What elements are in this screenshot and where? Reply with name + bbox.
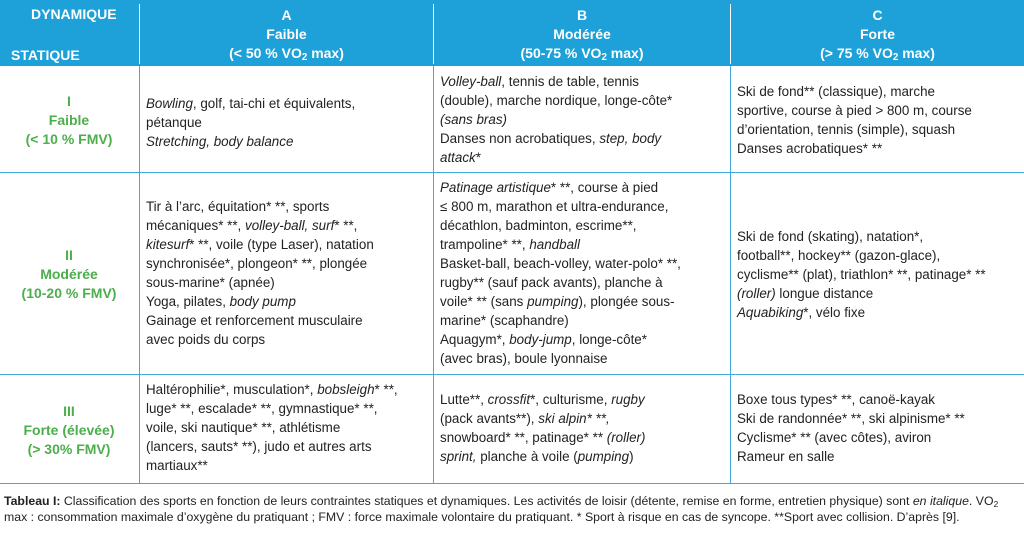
- grid-line: [139, 66, 140, 484]
- cell-i-a: Bowling, golf, tai-chi et équivalents, pétanque Stretching, body balance: [146, 96, 356, 149]
- col-letter: C: [872, 7, 883, 23]
- statique-label: STATIQUE: [11, 47, 80, 63]
- grid-line: [0, 374, 1024, 375]
- col-letter: B: [576, 7, 588, 23]
- row-name: Modérée: [40, 266, 98, 282]
- col-header-c: [731, 6, 1024, 63]
- cell-ii-b: Patinage artistique* **, course à pied ≤ 800 m, marathon et ultra-endurance, décathlon, badminton, escrime**, trampoline* **, handball Basket-ball, beach-volley, water-polo* **, rugby** (sauf pack avants), planche à voile* ** (sans pumping), plongée sous- marine* (scaphandre) Aquagym*, body-jump, longe-côte* (avec bras), boule lyonnaise: [440, 180, 681, 366]
- row-range: (< 10 % FMV): [25, 131, 113, 147]
- dynamique-label: DYNAMIQUE: [31, 6, 117, 22]
- grid-line: [730, 66, 731, 484]
- grid-line: [0, 483, 1024, 484]
- row-name: Faible: [48, 112, 90, 128]
- row-roman: III: [63, 403, 75, 419]
- grid-line: [0, 172, 1024, 173]
- row-header-i: [4, 92, 134, 149]
- table-caption: Tableau I: Classification des sports en fonction de leurs contraintes statiques et dynamiques. Les activités de loisir (détente, remise en forme, entretien physique) sont en italique. $VO_2$ max : consommation maximale d’oxygène du pratiquant ; FMV : force maximale volontaire du pratiquant. * Sport à risque en cas de syncope. **Sport avec collision. D’après [9].: [4, 494, 999, 524]
- cell-i-b: Volley-ball, tennis de table, tennis (double), marche nordique, longe-côte* (sans bras) Danses non acrobatiques, step, body attack*: [440, 74, 673, 165]
- col-name: Forte: [860, 26, 895, 42]
- cell-iii-b: Lutte**, crossfit*, culturisme, rugby (pack avants**), ski alpin* **, snowboard* **, patinage* ** (roller) sprint, planche à voile (pumping): [440, 392, 646, 464]
- cell-ii-a: Tir à l’arc, équitation* **, sports mécaniques* **, volley-ball, surf* **, kitesurf* **, voile (type Laser), natation synchronisée*, plongeon* **, plongée sous-marine* (apnée) Yoga, pilates, body pump Gainage et renforcement musculaire avec poids du corps: [146, 199, 374, 347]
- cell-ii-c: Ski de fond (skating), natation*, football**, hockey** (gazon-glace), cyclisme** (plat), triathlon* **, patinage* ** (roller) longue distance Aquabiking*, vélo fixe: [737, 229, 986, 320]
- col-range: (> 75 % $VO_2$ max): [820, 45, 935, 63]
- col-header-a: [140, 6, 433, 63]
- row-roman: II: [65, 247, 73, 263]
- grid-line: [433, 66, 434, 484]
- row-name: Forte (élevée): [23, 422, 115, 438]
- row-range: (10-20 % FMV): [21, 285, 117, 301]
- col-name: Faible: [266, 26, 307, 42]
- cell-iii-c: Boxe tous types* **, canoë-kayak Ski de randonnée* **, ski alpinisme* ** Cyclisme* ** (avec côtes), aviron Rameur en salle: [737, 392, 965, 464]
- col-range: (50-75 % $VO_2$ max): [520, 45, 644, 63]
- col-header-b: [434, 6, 730, 63]
- cell-iii-a: Haltérophilie*, musculation*, bobsleigh* **, luge* **, escalade* **, gymnastique* **, voile, ski nautique* **, athlétisme (lancers, sauts* **), judo et autres arts martiaux**: [146, 382, 398, 473]
- row-roman: I: [67, 93, 71, 109]
- row-header-ii: [4, 246, 134, 303]
- cell-i-c: Ski de fond** (classique), marche sportive, course à pied > 800 m, course d’orientation, tennis (simple), squash Danses acrobatiques* **: [737, 84, 972, 156]
- col-range: (< 50 % $VO_2$ max): [229, 45, 344, 63]
- col-letter: A: [281, 7, 292, 23]
- row-range: (> 30% FMV): [27, 441, 111, 457]
- col-name: Modérée: [553, 26, 611, 42]
- row-header-iii: [4, 402, 134, 459]
